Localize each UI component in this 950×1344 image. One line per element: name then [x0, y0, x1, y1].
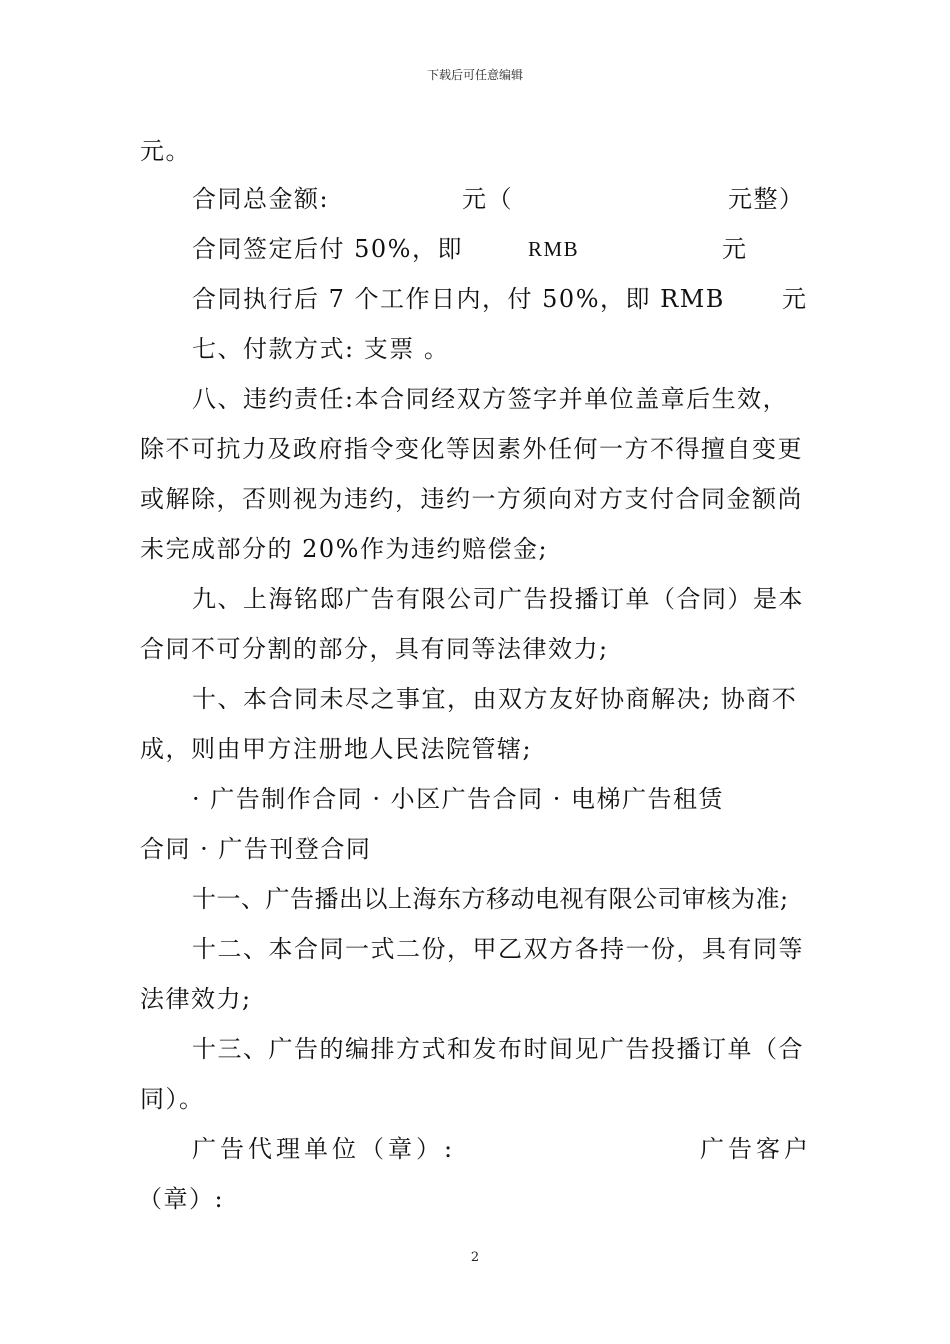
clause-10-line-2: 成，则由甲方注册地人民法院管辖;: [140, 735, 533, 763]
clause-13-line-1: 十三、广告的编排方式和发布时间见广告投播订单（合: [192, 1035, 804, 1063]
clause-12-line-1: 十二、本合同一式二份，甲乙双方各持一份，具有同等: [192, 935, 804, 963]
total-amount-yuan: 元（: [462, 185, 513, 213]
client-label: 广告客户: [700, 1135, 812, 1163]
total-amount-yuanzheng: 元整）: [728, 185, 805, 213]
page-number: 2: [470, 1250, 480, 1265]
clause-9-line-2: 合同不可分割的部分，具有同等法律效力;: [140, 635, 609, 663]
clause-11-line: 十一、广告播出以上海东方移动电视有限公司审核为准;: [192, 885, 789, 913]
clause-10-line-1: 十、本合同未尽之事宜，由双方友好协商解决; 协商不: [192, 685, 798, 713]
second-payment-yuan: 元: [782, 285, 808, 313]
clause-8-line-1: 八、违约责任:本合同经双方签字并单位盖章后生效，: [192, 385, 789, 413]
clause-8-line-4: 未完成部分的 20%作为违约赔偿金;: [140, 535, 549, 563]
first-payment-yuan: 元: [722, 235, 748, 263]
clause-13-line-2: 同）。: [140, 1085, 205, 1113]
clause-9-line-1: 九、上海铭邸广告有限公司广告投播订单（合同）是本: [192, 585, 804, 613]
page-header: 下载后可任意编辑: [426, 68, 523, 82]
clause-8-line-3: 或解除，否则视为违约，违约一方须向对方支付合同金额尚: [140, 485, 803, 513]
agency-seal-label: 广告代理单位（章）:: [192, 1135, 457, 1163]
text-line: 元。: [140, 137, 191, 165]
payment-method-line: 七、付款方式: 支票 。: [192, 335, 450, 363]
client-seal-label: （章）:: [138, 1185, 225, 1213]
first-payment-label: 合同签定后付 50%，即: [192, 235, 463, 263]
clause-12-line-2: 法律效力;: [140, 985, 252, 1013]
second-payment-label: 合同执行后 7 个工作日内，付 50%，即 RMB: [192, 285, 725, 313]
total-amount-label: 合同总金额:: [192, 185, 330, 213]
related-links-line-2: 合同 · 广告刊登合同: [140, 835, 372, 863]
first-payment-rmb: RMB: [528, 237, 580, 261]
clause-8-line-2: 除不可抗力及政府指令变化等因素外任何一方不得擅自变更: [140, 435, 803, 463]
related-links-line-1: · 广告制作合同 · 小区广告合同 · 电梯广告租赁: [192, 785, 725, 813]
